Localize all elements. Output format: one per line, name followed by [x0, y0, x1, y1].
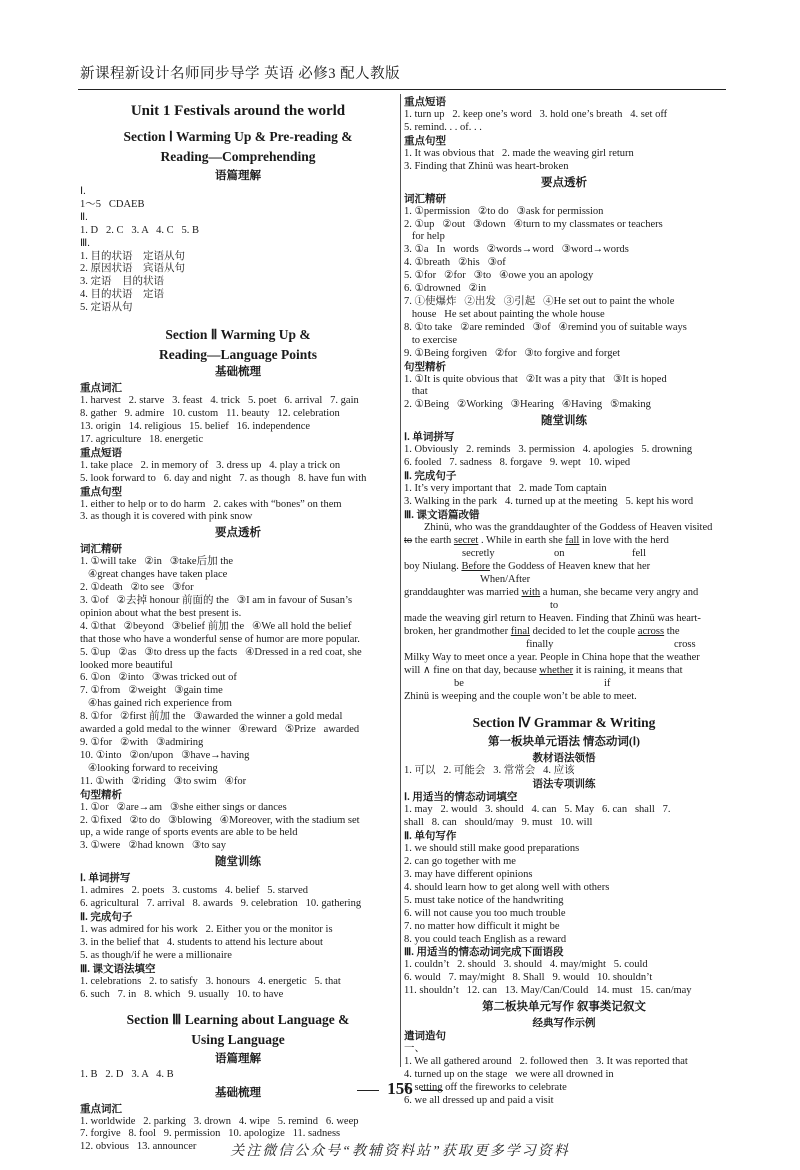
- correction-row: [404, 587, 724, 613]
- exercise-line: 2. can go together with me: [404, 856, 516, 868]
- exercise-line: 3. in the belief that 4. students to attend his lecture about: [80, 936, 323, 948]
- category-label: 重点短语: [80, 447, 122, 459]
- correction-error: fall: [565, 534, 580, 546]
- word-study-line: for help: [404, 231, 445, 243]
- subheading: 语篇理解: [215, 170, 261, 182]
- sentence-line: 3. Finding that Zhinü was heart-broken: [404, 160, 569, 172]
- word-study-line: 8. ①to take ②are reminded ③of ④remind you of suitable ways: [404, 321, 687, 333]
- vocab-line: 7. forgive 8. fool 9. permission 10. apologize 11. sadness: [80, 1128, 341, 1140]
- dash-left: [357, 1090, 379, 1091]
- correction-text: the earth: [412, 534, 454, 546]
- section-1-title-2: Reading—Comprehending: [160, 149, 316, 164]
- category-label: Ⅰ. 单词拼写: [404, 432, 455, 444]
- word-study-line: 7. ①使爆炸 ②出发 ③引起 ④He set out to paint the whole: [404, 295, 675, 307]
- word-study-line: to exercise: [404, 334, 458, 346]
- dash-right: [421, 1090, 443, 1091]
- correction-text: decided to let the couple: [529, 625, 638, 637]
- correction-deleted: to: [404, 534, 413, 546]
- exercise-line: 4. turned up on the stage we were all drowned in: [404, 1068, 614, 1080]
- left-column: [80, 96, 396, 1154]
- exercise-line: 一、: [404, 1043, 425, 1055]
- sentence-line: 1. It was obvious that 2. made the weaving girl return: [404, 147, 634, 159]
- exercise-line: 5. must take notice of the handwriting: [404, 894, 564, 906]
- correction-text: in love with the herd: [579, 534, 669, 546]
- category-label: 重点短语: [404, 97, 446, 108]
- vocab-line: 17. agriculture 18. energetic: [80, 433, 204, 445]
- exercise-line: 6. fooled 7. sadness 8. forgave 9. wept 10. wiped: [404, 457, 631, 469]
- section-1-answers: [80, 186, 396, 315]
- footer-note: 关注微信公众号“教辅资料站”获取更多学习资料: [230, 1144, 570, 1159]
- exercise-line: 3. may have different opinions: [404, 869, 533, 880]
- correction-fix: be: [454, 677, 464, 689]
- word-study-line: 1. ①will take ②in ③take后加 the: [80, 556, 234, 568]
- exercise-line: 1. celebrations 2. to satisfy 3. honours 4. energetic 5. that: [80, 975, 341, 987]
- correction-text: the Goddess of Heaven knew that her: [490, 560, 651, 572]
- category-label: 重点句型: [80, 486, 122, 498]
- section-3-title-2: Using Language: [191, 1031, 285, 1047]
- correction-text: it is raining, it means that: [573, 664, 683, 676]
- category-label: 词汇精研: [80, 544, 122, 556]
- category-label: 重点词汇: [80, 383, 122, 395]
- subheading: 要点透析: [541, 176, 587, 189]
- exercise-line: 7. no matter how difficult it might be: [404, 920, 560, 932]
- correction-row: [404, 561, 724, 587]
- sentence-study-line: 1. ①or ②are→am ③she either sings or dances: [80, 801, 287, 813]
- word-study-line: 5. ①for ②for ③to ④owe you an apology: [404, 270, 594, 282]
- answer-line: 3. 定语 目的状语: [80, 276, 164, 288]
- correction-row: [404, 535, 724, 561]
- exercise-line: 8. you could teach English as a reward: [404, 933, 567, 945]
- category-label: Ⅲ. 课文语法填空: [80, 963, 156, 975]
- correction-fix: on: [554, 547, 565, 559]
- word-study-line: looked more beautiful: [80, 659, 173, 671]
- section-1-title: Section Ⅰ Warming Up & Pre-reading &: [123, 129, 353, 144]
- sentence-study-line: 2. ①fixed ②to do ③blowing ④Moreover, with the stadium set: [80, 814, 360, 826]
- exercise-line: 1. It’s very important that 2. made Tom captain: [404, 483, 607, 495]
- section-4-title: Section Ⅳ Grammar & Writing: [472, 715, 656, 731]
- exercise-line: 1. Obviously 2. reminds 3. permission 4. apologies 5. drowning: [404, 444, 693, 456]
- word-study-line: 9. ①for ②with ③admiring: [80, 737, 204, 748]
- correction-fix: finally: [526, 638, 554, 650]
- word-study-line: 5. ①up ②as ③to dress up the facts ④Dressed in a red coat, she: [80, 646, 362, 658]
- correction-row: [404, 626, 724, 652]
- correction-fix: cross: [674, 638, 696, 650]
- correction-text: . While in earth she: [478, 534, 566, 546]
- correction-text: granddaughter was married: [404, 586, 522, 598]
- subheading: 基础梳理: [215, 1086, 261, 1099]
- exercise-line: 1. couldn’t 2. should 3. should 4. may/might 5. could: [404, 959, 648, 971]
- category-label: 句型精析: [404, 361, 446, 373]
- exercise-line: 4. should learn how to get along well with others: [404, 881, 610, 893]
- category-label: Ⅰ. 单词拼写: [80, 873, 131, 885]
- exercise-line: 11. shouldn’t 12. can 13. May/Can/Could 14. must 15. can/may: [404, 985, 692, 997]
- category-label: Ⅲ. 用适当的情态动词完成下面语段: [404, 947, 564, 959]
- page-number-value: 156: [387, 1079, 413, 1098]
- subheading: 基础梳理: [215, 366, 261, 379]
- word-study-line: 4. ①breath ②his ③of: [404, 257, 506, 269]
- section-2-title: Section Ⅱ Warming Up &: [165, 327, 311, 343]
- answer-line: 2. 原因状语 宾语从句: [80, 263, 185, 275]
- answer-line: 1. 目的状语 定语从句: [80, 250, 185, 262]
- exercise-line: 6. will not cause you too much trouble: [404, 907, 566, 919]
- correction-text: broken, her grandmother: [404, 625, 511, 637]
- word-study-line: 3. ①a In words ②words→word ③word→words: [404, 244, 629, 256]
- sentence-study-line: 2. ①Being ②Working ③Hearing ④Having ⑤making: [404, 399, 651, 411]
- sentence-study-line: up, a wide range of sports events are able to be held: [80, 827, 298, 839]
- subheading: 随堂训练: [541, 415, 587, 428]
- correction-error: with: [521, 586, 541, 598]
- word-study-line: 11. ①with ②riding ③to swim ④for: [80, 775, 247, 787]
- vocab-line: 1. worldwide 2. parking 3. drown 4. wipe 5. remind 6. weep: [80, 1115, 359, 1127]
- subheading: 随堂训练: [215, 856, 261, 869]
- category-label: Ⅲ. 课文语篇改错: [404, 509, 480, 521]
- correction-text: a human, she became very angry and: [540, 586, 699, 598]
- answer-line: 4. 目的状语 定语: [80, 289, 164, 301]
- exercise-line: 6. we all dressed up and paid a visit: [404, 1094, 554, 1106]
- category-label: Ⅱ. 完成句子: [404, 471, 457, 483]
- correction-line: made the weaving girl return to Heaven. Finding that Zhinü was heart-: [404, 612, 701, 624]
- correction-text: the: [664, 625, 680, 637]
- subheading: 要点透析: [215, 527, 261, 540]
- correction-fix: fell: [632, 547, 646, 559]
- correction-error: Before: [461, 560, 491, 572]
- phrase-line: 5. look forward to 6. day and night 7. as though 8. have fun with: [80, 472, 367, 484]
- word-study-line: opinion about what the best present is.: [80, 607, 242, 619]
- category-label: 遣词造句: [404, 1031, 446, 1043]
- correction-line: Milky Way to meet once a year. People in China hope that the weather: [404, 651, 700, 663]
- phrase-line: 5. remind. . . of. . .: [404, 121, 482, 133]
- category-label: 重点句型: [404, 135, 446, 147]
- block-heading: 第一板块单元语法 情态动词(Ⅰ): [488, 736, 640, 749]
- answer-line: 5. 定语从句: [80, 302, 133, 314]
- header-rule: [78, 89, 726, 90]
- exercise-line: 1. was admired for his work 2. Either you or the monitor is: [80, 924, 333, 936]
- word-study-line: 2. ①up ②out ③down ④turn to my classmates or teachers: [404, 218, 663, 230]
- answer-line: Ⅱ.: [80, 211, 88, 223]
- word-study-line: 10. ①into ②on/upon ③have→having: [80, 749, 250, 761]
- exercise-line: 6. agricultural 7. arrival 8. awards 9. celebration 10. gathering: [80, 898, 362, 910]
- exercise-line: 5. as though/if he were a millionaire: [80, 949, 232, 961]
- word-study-line: 6. ①on ②into ③was tricked out of: [80, 672, 237, 684]
- category-label: 句型精析: [80, 789, 122, 801]
- sentence-line: 1. either to help or to do harm 2. cakes with “bones” on them: [80, 498, 342, 510]
- section-3-title: Section Ⅲ Learning about Language &: [126, 1011, 350, 1027]
- sentence-study-line: that: [404, 386, 428, 398]
- running-header: 新课程新设计名师同步导学 英语 必修3 配人教版: [80, 66, 401, 82]
- correction-text: will ∧ fine on that day, because: [404, 664, 540, 676]
- subheading: 语法专项训练: [532, 779, 596, 791]
- exercise-line: 6. such 7. in 8. which 9. usually 10. to have: [80, 988, 284, 1000]
- vocab-line: 8. gather 9. admire 10. custom 11. beauty 12. celebration: [80, 407, 340, 419]
- phrase-line: 1. turn up 2. keep one’s word 3. hold one’s breath 4. set off: [404, 109, 668, 120]
- answer-line: 1. 可以 2. 可能会 3. 常常会 4. 应该: [404, 765, 575, 777]
- word-study-line: ④great changes have taken place: [80, 569, 228, 581]
- word-study-line: 9. ①Being forgiven ②for ③to forgive and forget: [404, 347, 621, 359]
- word-study-line: ④has gained rich experience from: [80, 698, 232, 710]
- category-label: Ⅱ. 单句写作: [404, 831, 457, 843]
- exercise-line: 3. Walking in the park 4. turned up at the meeting 5. kept his word: [404, 495, 694, 507]
- exercise-line: 1. we should still make good preparations: [404, 843, 580, 855]
- correction-fix: if: [604, 677, 611, 689]
- word-study-line: awarded a gold medal to the winner ④reward ⑤Prize awarded: [80, 724, 360, 736]
- word-study-line: 8. ①for ②first 前加 the ③awarded the winner a gold medal: [80, 711, 343, 723]
- word-study-line: 4. ①that ②beyond ③belief 前加 the ④We all hold the belief: [80, 620, 352, 632]
- word-study-line: ④looking forward to receiving: [80, 762, 218, 774]
- passage-correction: [404, 522, 724, 704]
- unit-title: Unit 1 Festivals around the world: [130, 103, 346, 119]
- sentence-line: 3. as though it is covered with pink snow: [80, 511, 253, 523]
- word-study-line: 6. ①drowned ②in: [404, 283, 487, 295]
- category-label: 词汇精研: [404, 193, 446, 205]
- page-number: [0, 1079, 800, 1099]
- sentence-study-line: 3. ①were ②had known ③to say: [80, 840, 227, 852]
- answer-line: Ⅰ.: [80, 186, 86, 197]
- answer-line: Ⅲ.: [80, 237, 90, 249]
- correction-line: Zhinü, who was the granddaughter of the Goddess of Heaven visited: [424, 521, 713, 533]
- correction-fix: secretly: [462, 547, 495, 559]
- right-column: [404, 96, 724, 1108]
- subheading: 语篇理解: [215, 1052, 261, 1065]
- word-study-line: that those who have a wonderful sense of humor are more popular.: [80, 633, 360, 645]
- correction-text: boy Niulang.: [404, 560, 462, 572]
- word-study-line: 3. ①of ②去掉 honour 前面的 the ③I am in favour of Susan’s: [80, 595, 353, 607]
- word-study-line: 2. ①death ②to see ③for: [80, 582, 194, 594]
- correction-error: whether: [539, 664, 574, 676]
- answer-line: 1. B 2. D 3. A 4. B: [80, 1068, 174, 1080]
- exercise-line: shall 8. can should/may 9. must 10. will: [404, 817, 593, 829]
- word-study-line: house He set about painting the whole house: [404, 308, 605, 320]
- correction-row: [404, 665, 724, 691]
- vocab-line: 12. obvious 13. announcer: [80, 1141, 197, 1153]
- word-study-line: 7. ①from ②weight ③gain time: [80, 685, 223, 697]
- answer-line: 1. D 2. C 3. A 4. C 5. B: [80, 224, 200, 236]
- sentence-study-line: 1. ①It is quite obvious that ②It was a pity that ③It is hoped: [404, 373, 667, 385]
- word-study-line: 1. ①permission ②to do ③ask for permission: [404, 205, 604, 217]
- subheading: 教材语法领悟: [532, 753, 596, 765]
- correction-error: final: [510, 625, 530, 637]
- correction-error: across: [637, 625, 665, 637]
- category-label: Ⅱ. 完成句子: [80, 912, 133, 924]
- subheading: 经典写作示例: [532, 1018, 596, 1030]
- section-2-title-2: Reading—Language Points: [159, 347, 317, 363]
- phrase-line: 1. take place 2. in memory of 3. dress up 4. play a trick on: [80, 459, 341, 471]
- vocab-line: 13. origin 14. religious 15. belief 16. independence: [80, 420, 311, 432]
- correction-line: Zhinü is weeping and the couple won’t be able to meet.: [404, 690, 637, 702]
- correction-fix: to: [550, 599, 559, 611]
- correction-error: secret: [453, 534, 479, 546]
- block-heading: 第二板块单元写作 叙事类记叙文: [482, 1001, 646, 1014]
- column-divider: [400, 94, 401, 1067]
- category-label: Ⅰ. 用适当的情态动词填空: [404, 792, 518, 804]
- category-label: 重点词汇: [80, 1103, 122, 1115]
- correction-fix: When/After: [480, 573, 531, 585]
- exercise-line: 1. admires 2. poets 3. customs 4. belief 5. starved: [80, 885, 309, 897]
- exercise-line: 5. setting off the fireworks to celebrate: [404, 1081, 567, 1093]
- exercise-line: 6. would 7. may/might 8. Shall 9. would 10. shouldn’t: [404, 972, 653, 984]
- vocab-line: 1. harvest 2. starve 3. feast 4. trick 5. poet 6. arrival 7. gain: [80, 395, 359, 407]
- answer-line: 1～5 CDAEB: [80, 198, 145, 210]
- exercise-line: 1. We all gathered around 2. followed then 3. It was reported that: [404, 1056, 688, 1068]
- exercise-line: 1. may 2. would 3. should 4. can 5. May 6. can shall 7.: [404, 804, 671, 816]
